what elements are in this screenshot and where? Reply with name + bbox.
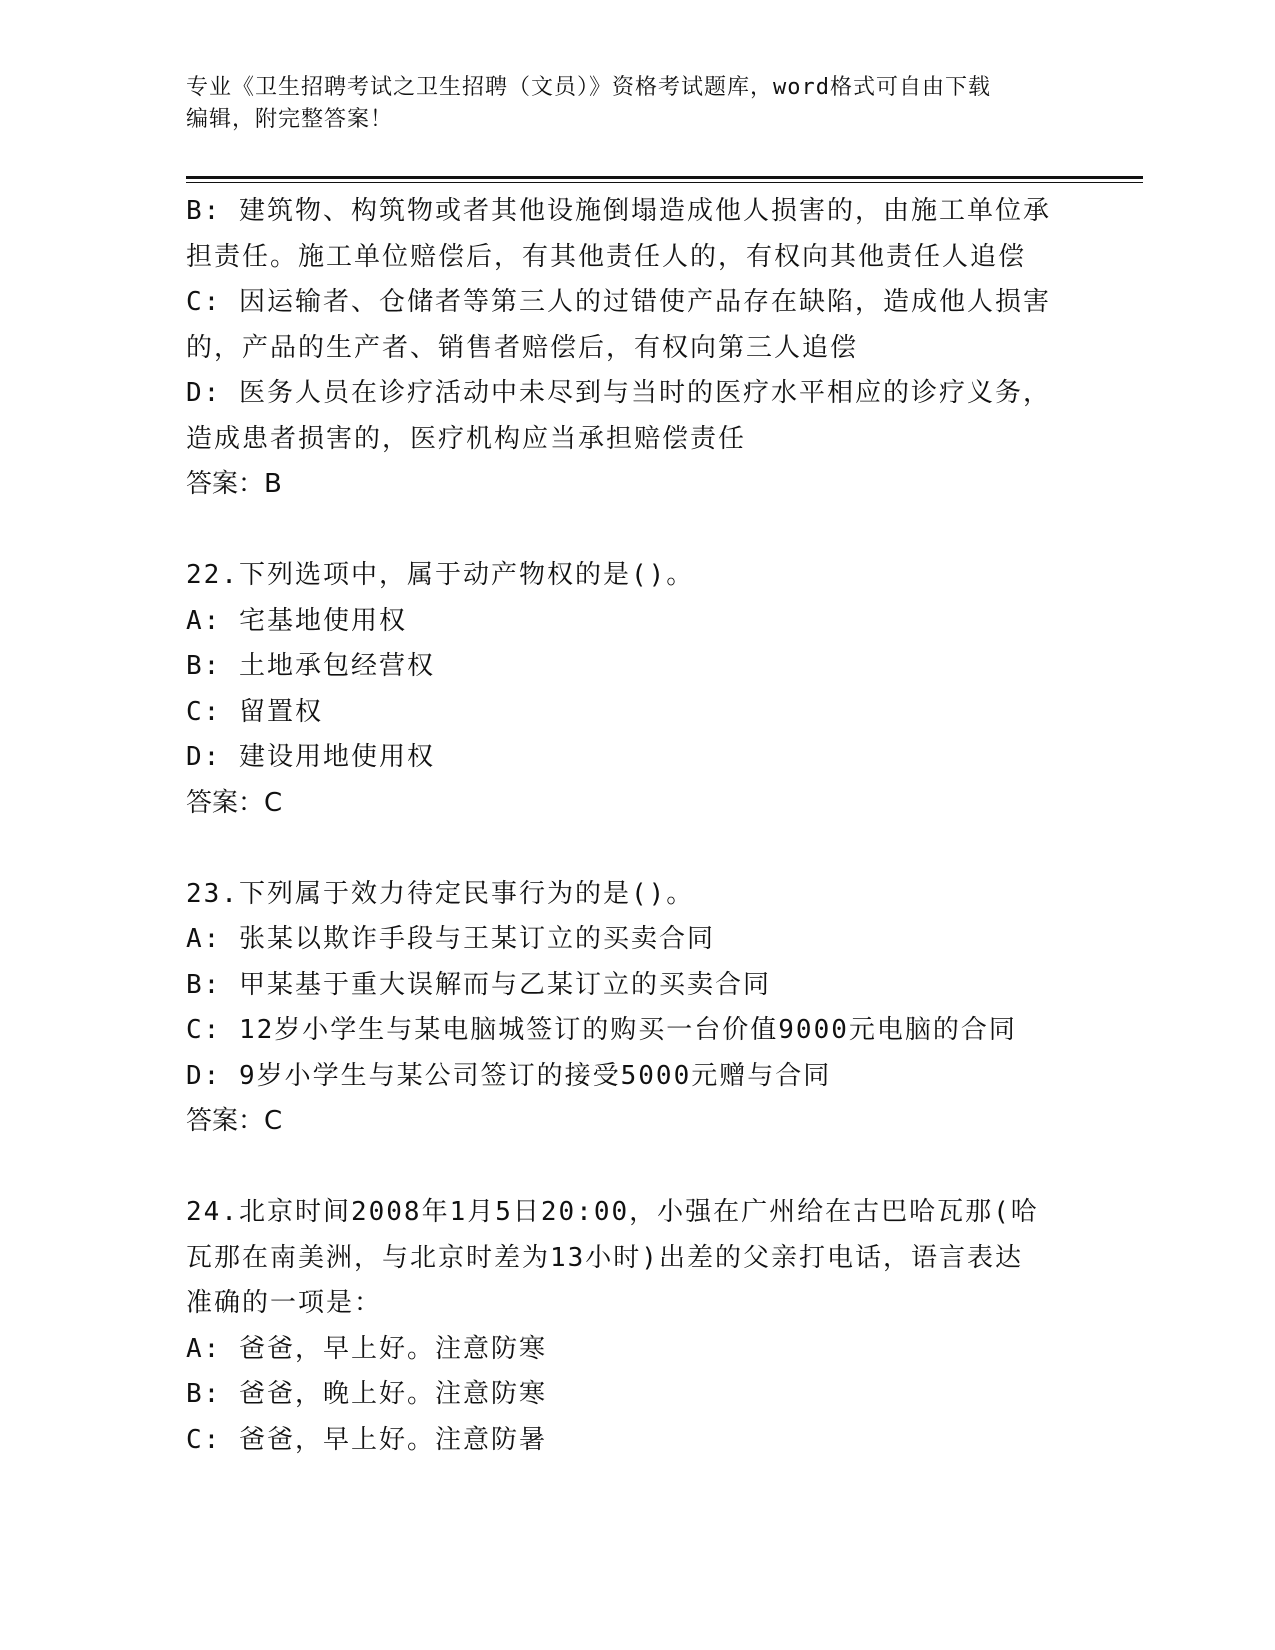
option-b: B: 甲某基于重大误解而与乙某订立的买卖合同 [186, 969, 771, 1000]
option-a: A: 张某以欺诈手段与王某订立的买卖合同 [186, 924, 715, 954]
question-22 [186, 553, 1086, 826]
spacer [186, 1145, 1086, 1191]
option-b: B: 爸爸，晚上好。注意防寒 [186, 1379, 547, 1409]
header-divider-thick [186, 176, 1143, 179]
option-b-line-1: B: 建筑物、构筑物或者其他设施倒塌造成他人损害的，由施工单位承 [186, 196, 1051, 226]
option-c: C: 12岁小学生与某电脑城签订的购买一台价值9000元电脑的合同 [186, 1015, 1017, 1045]
question-stem: 23.下列属于效力待定民事行为的是()。 [186, 878, 695, 909]
option-b: B: 土地承包经营权 [186, 651, 435, 681]
header-line-1: 专业《卫生招聘考试之卫生招聘（文员）》资格考试题库，word格式可自由下载 [186, 75, 991, 100]
option-c: C: 爸爸，早上好。注意防暑 [186, 1424, 547, 1455]
header-divider-thin [186, 182, 1143, 183]
question-content [186, 189, 1086, 1463]
spacer [186, 508, 1086, 554]
option-a: A: 爸爸，早上好。注意防寒 [186, 1333, 547, 1364]
option-c: C: 留置权 [186, 696, 323, 727]
option-c-line-2: 的，产品的生产者、销售者赔偿后，有权向第三人追偿 [186, 332, 859, 363]
question-stem: 22.下列选项中，属于动产物权的是()。 [186, 560, 695, 590]
option-d: D: 建设用地使用权 [186, 742, 435, 772]
answer-label: 答案：C [186, 1106, 283, 1136]
spacer [186, 826, 1086, 872]
question-21-tail [186, 189, 1086, 508]
question-stem-line-3: 准确的一项是： [186, 1288, 383, 1318]
question-stem-line-2: 瓦那在南美洲，与北京时差为13小时)出差的父亲打电话，语言表达 [186, 1242, 1023, 1273]
question-24 [186, 1190, 1086, 1463]
answer-label: 答案：C [186, 787, 283, 818]
option-d: D: 9岁小学生与某公司签订的接受5000元赠与合同 [186, 1060, 832, 1091]
question-23 [186, 872, 1086, 1145]
header-line-2: 编辑，附完整答案！ [186, 107, 394, 132]
option-d-line-1: D: 医务人员在诊疗活动中未尽到与当时的医疗水平相应的诊疗义务， [186, 378, 1051, 408]
option-a: A: 宅基地使用权 [186, 605, 407, 636]
option-c-line-1: C: 因运输者、仓储者等第三人的过错使产品存在缺陷，造成他人损害 [186, 287, 1051, 317]
option-d-line-2: 造成患者损害的，医疗机构应当承担赔偿责任 [186, 423, 747, 454]
answer-label: 答案：B [186, 469, 282, 499]
option-b-line-2: 担责任。施工单位赔偿后，有其他责任人的，有权向其他责任人追偿 [186, 241, 1027, 272]
document-header [186, 72, 1066, 136]
question-stem-line-1: 24.北京时间2008年1月5日20:00，小强在广州给在古巴哈瓦那(哈 [186, 1197, 1039, 1227]
